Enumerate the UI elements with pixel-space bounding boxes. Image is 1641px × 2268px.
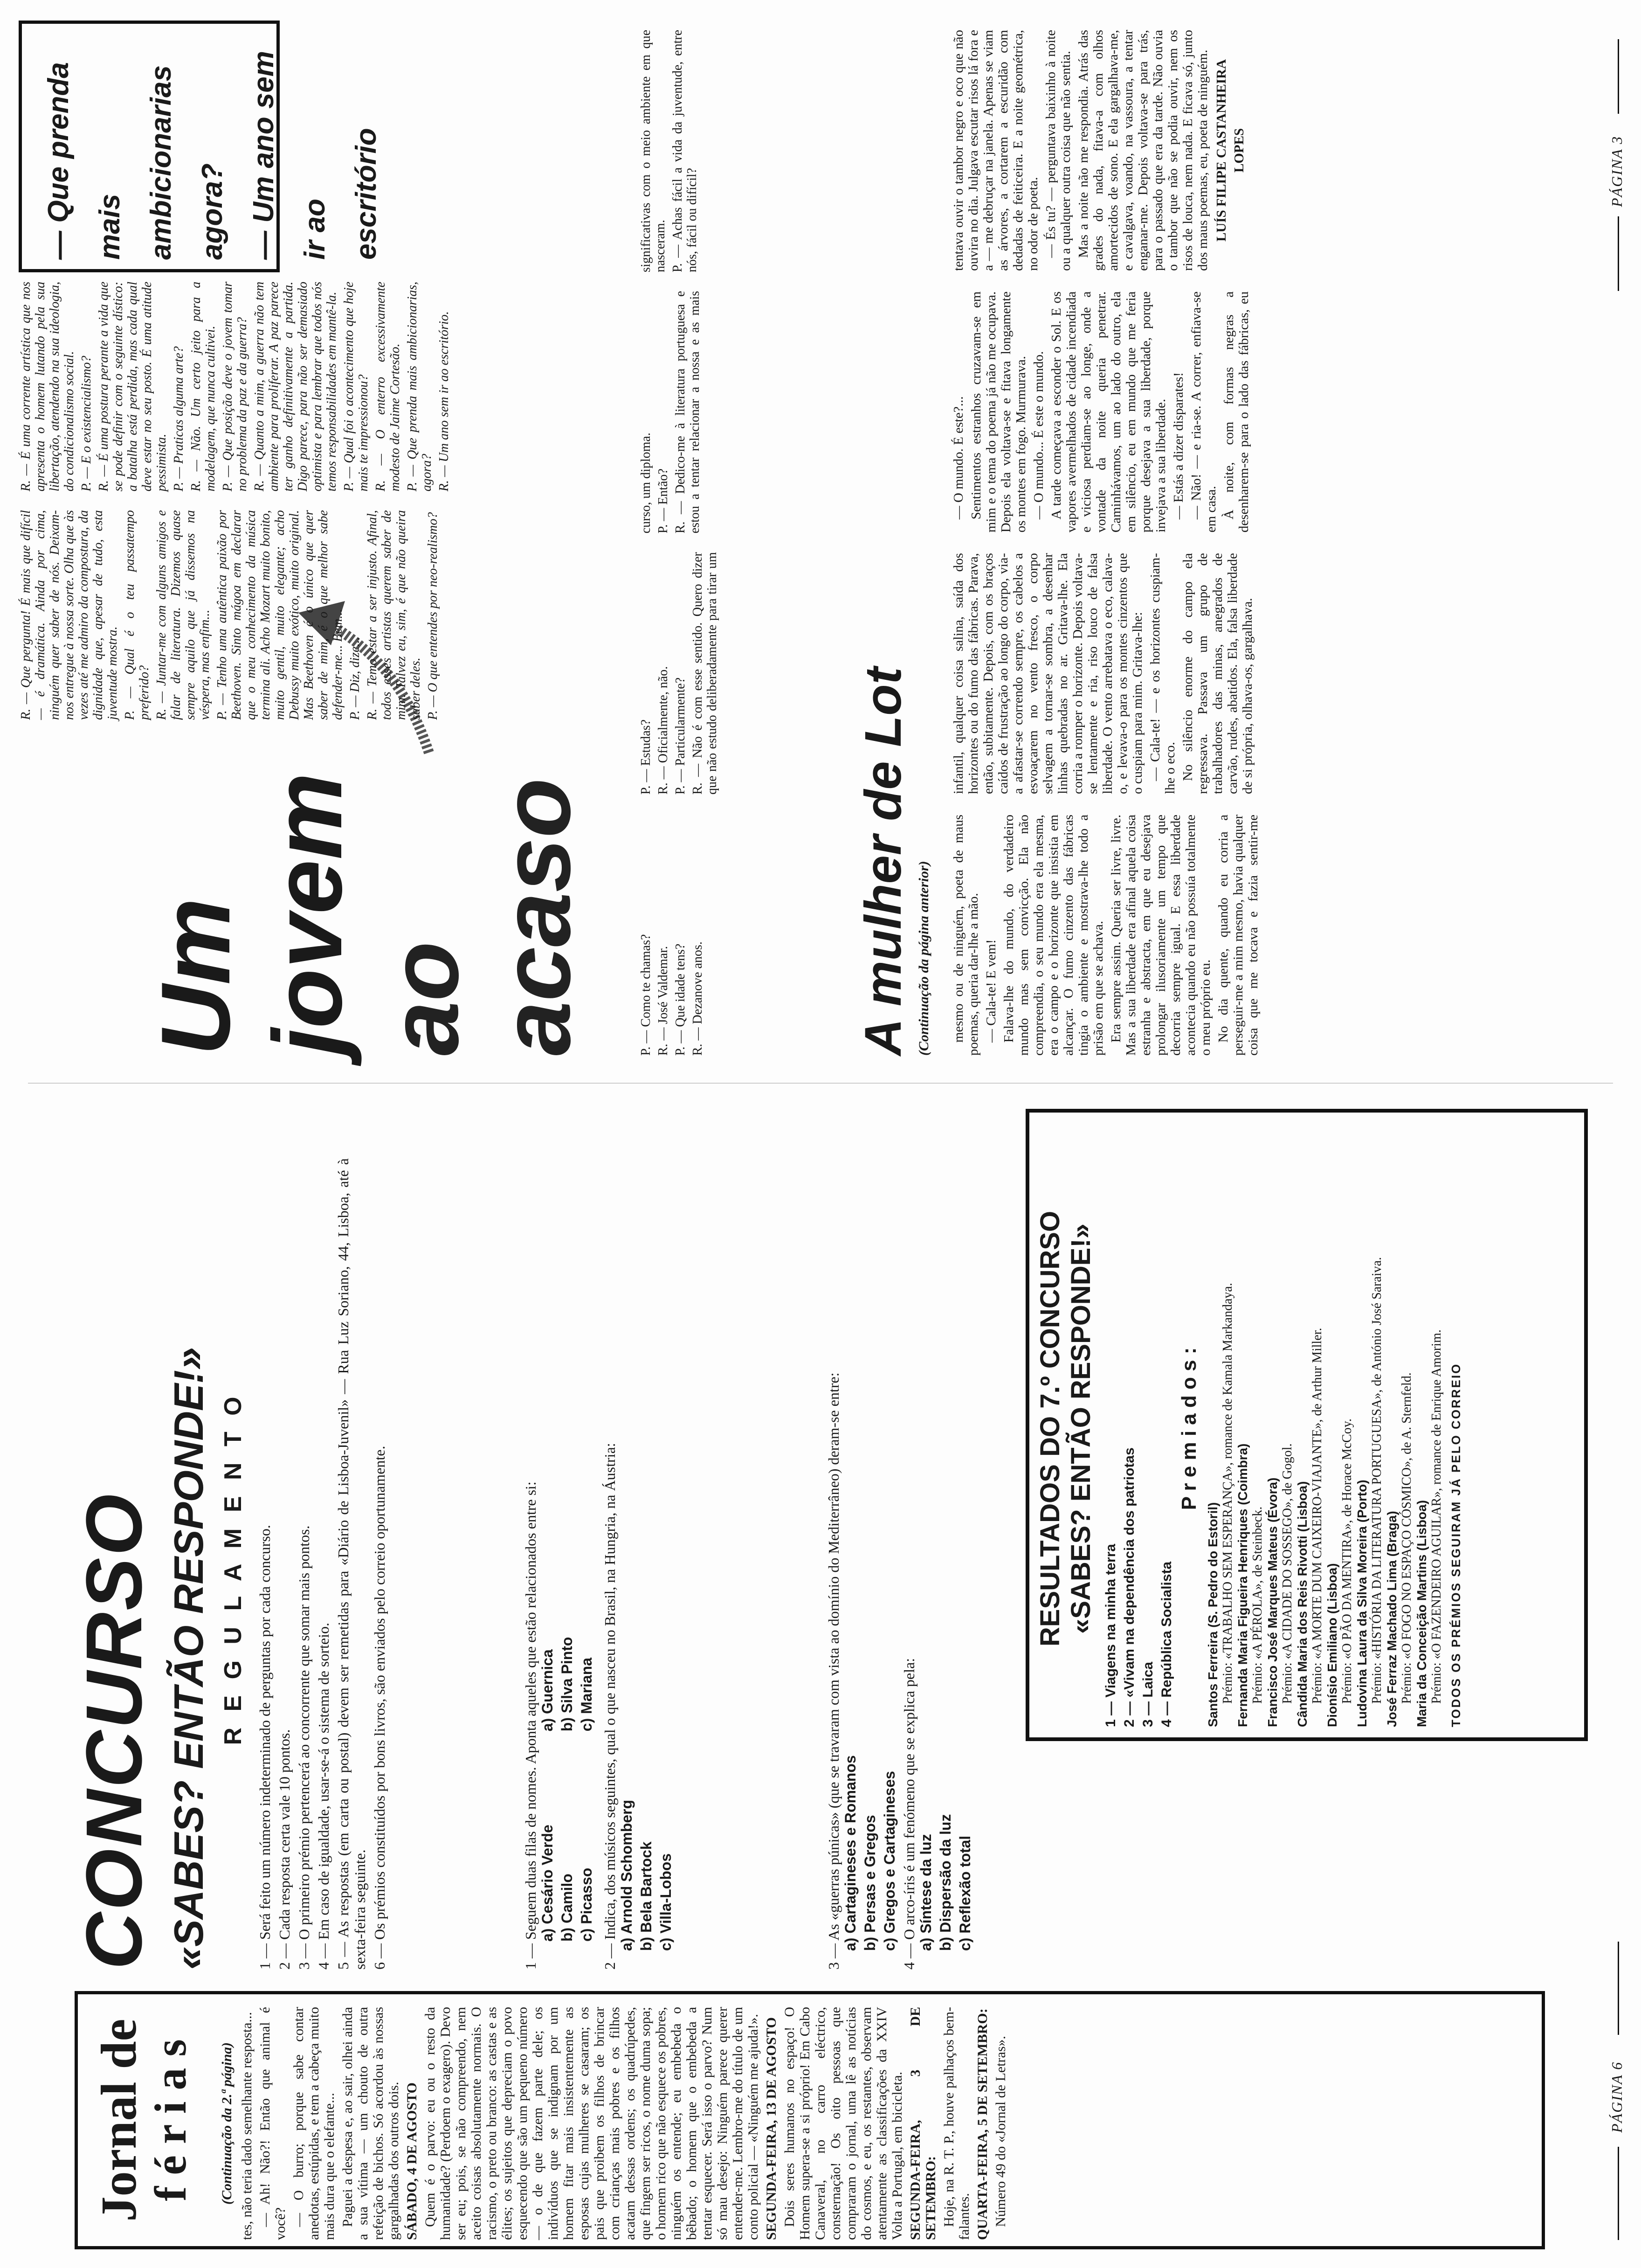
interview-line: P. — E o existencialismo? [79,355,94,491]
q2-option: c) Villa-Lobos [657,1853,674,1951]
resultados-title-2: «SABES? ENTÃO RESPONDE!» [1066,1224,1096,1634]
resultados-content [1035,1130,1571,1727]
resultado-answer: 3 — Laica [1140,1661,1156,1727]
boxed-quote [19,21,382,272]
q1-right-option: b) Silva Pinto [558,1637,575,1732]
lot-paragraph: — Cala-te! — e os horizontes cuspiam-lhe o eco. [1148,553,1178,794]
interview-line: P. — Tenho uma autêntica paixão por Beethoven. Sinto mágoa em declarar que o meu conhecimento da música termina ali. Acho Mozart muito bonito, muito gentil, muito elegante; acho Debussy muito exótico, muito original. Mas Beethoven é o único que quer saber de mim, é o que melhor sabe defender-me... Bem... [215,510,345,720]
interview-line: R. — É uma postura perante a vida que se pode definir com o seguinte dístico: a batalha está perdida, mas cada qual deve estar no seu posto. É uma atitude pessimista. [97,282,169,491]
jornal-segunda-setembro-text: Hoje, na R. T. P., houve palhaços bem-falantes. [941,2007,972,2240]
quote-line: ambicionarias agora? [145,65,228,260]
winner-entry [1355,1130,1385,1727]
jornal-paragraph: tes, não teria dado semelhante resposta... [239,2012,255,2240]
interview-line: R. — Dedico-me à literatura portuguesa e estou a tentar relacionar a nossa e as mais significativas com o meio ambiente em que nasceram. [639,30,702,533]
page-gutter [28,1083,1613,1084]
q2-option: b) Bela Bartock [638,1841,655,1951]
interview-line: R. — O enterro excessivamente modesto de Jaime Cortesão. [373,282,402,491]
page3-rule-left [1618,216,1619,291]
lot-paragraph: Mas a noite não me respondia. Atrás das grades do nada, fitava-a com olhos amortecidos de sono. E ela gargalhava-me, e cavalgava, voando, na vassoura, a tentar enganar-me. Depois voltava-se para trás, para o passado que era da tarde. Não ouvia o tambor que não se podia ouvir, nem os risos de louca, nem nada. E ficava só, junto dos maus poemas, eu, poeta de ninguém. [1076,30,1210,271]
interview-line: R. — Um ano sem ir ao escritório. [437,311,451,491]
question-2: 2 — Indica, dos músicos seguintes, qual o que nasceu no Brasil, na Hungria, na Áustria: [601,1443,618,1970]
interview-line: R. — Não. Um certo jeito para a modelagem, que nunca cultivei. [189,282,218,491]
winner-entry [1235,1130,1265,1727]
concurso-rule: 2 — Cada resposta certa vale 10 pontos. [276,1729,293,1970]
q3-option: b) Persas e Gregos [862,1815,878,1951]
interview-line: P. — Que prenda mais ambicionarias, agora? [405,282,434,491]
interview-line: P. — Estudas? [639,719,653,795]
page-number-3: PÁGINA 3 [1608,135,1625,207]
jornal-heading-sabado: SÁBADO, 4 DE AGOSTO [404,2082,420,2240]
jornal-paragraph: — Ah! Não?! Então que animal é você? [257,2007,288,2240]
lot-paragraph: — Estás a dizer disparates! [1171,372,1186,519]
page6-rule-left [1618,2147,1619,2240]
page-number-6: PÁGINA 6 [1608,2061,1625,2133]
jornal-heading-quarta: QUARTA-FEIRA, 5 DE SETEMBRO: [975,2008,990,2240]
concurso-rule: 5 — As respostas (em carta ou postal) devem ser remetidas para «Diário de Lisboa-Juvenil» — Rua Luz Soriano, 44, Lisboa, até à sexta-feira seguinte. [335,1158,368,1970]
q1-right-option: a) Guernica [539,1649,556,1732]
q4-option: b) Dispersão da luz [937,1814,954,1951]
q4-option: c) Reflexão total [957,1835,973,1951]
interview-line: P. — Qual foi o acontecimento que hoje mais te impressionou? [342,282,371,491]
jornal-subtitle: (Continuação da 2.ª página) [219,2042,234,2205]
interview-line: R. — Não é com esse sentido. Quero dizer que não estudo deliberadamente para tirar um curso, um diploma. [639,432,719,795]
jornal-sabado-text: Quem é o parvo: eu ou o resto da humanidade? (Perdoem o exagero). Devo ser eu; pois, se não compreendo, nem aceito coisas absolutamente normais. O racismo, o preto ou branco: as castas e as élites; os sujeitos que depreciam o povo esquecendo que são um pequeno número — o de que fazem parte dele; os indivíduos que se indignam por um homem fitar mais insistentemente as esposas cujas mulheres se casaram; os pais que proibem os filhos de brincar com crianças mais pobres e os filhos acatam dessas ordens; os quadrúpedes, que fingem ser ricos, o nome duma sopa; o homem rico que não esquece os pobres, ninguém os entende; eu embebeda o bêbado; o homem que o embebeda a tentar esquecer. Será isso o parvo? Num só mau desejo: Ninguém parece querer entender-me. Lembro-me do título de um conto policial — «Ninguém me ajuda!». [422,2007,761,2240]
lot-paragraph: — O mundo. É este?... [951,396,966,519]
jornal-title-line2: f é r i a s [145,2039,195,2201]
jornal-title-line1: Jornal de [91,2019,147,2222]
q1-left-option: b) Camilo [558,1874,575,1942]
concurso-rules [256,1158,536,1970]
resultado-answer: 1 — Viagens na minha terra [1103,1544,1118,1727]
page6-rule-right [1618,1942,1619,2035]
lot-paragraph: A tarde começava a esconder o Sol. E os vapores avermelhados de cidade incendiada e viciosa perdiam-se ao longe, onde a vontade da noite queria penetrar. Caminhávamos, um ao lado do outro, ela em silêncio, eu em mundo que me feria porque desejava a sua liberdade, porque invejava a sua liberdade. [1049,291,1168,532]
interview-line: R. — José Valdemar. [656,946,670,1056]
jornal-ferias-body [219,2007,1515,2240]
q2-option: a) Arnold Schomberg [618,1799,635,1951]
interview-line: P. — Praticas alguma arte? [172,346,186,491]
q1-left-option: c) Picasso [578,1867,595,1942]
question-3: 3 — As «guerras púnicas» (que se travaram com vista ao domínio do Mediterrâneo) deram-se entre: [825,1372,842,1970]
premiados-heading: P r e m i a d o s : [1178,1347,1200,1510]
jovem-interview-upper [19,282,625,720]
lot-paragraph: — És tu? — perguntava baixinho à noite ou a qualquer outra coisa que não sentia. [1043,30,1073,271]
question-1: 1 — Seguem duas filas de nomes. Aponta aqueles que estão relacionados entre si: [522,1481,539,1970]
winner-prize: Prémio: «O FAZENDEIRO AGUILAR», romance de Enrique Amorim. [1429,1329,1444,1704]
concurso-title: CONCURSO [70,1492,159,1970]
question-4: 4 — O arco-íris é um fenómeno que se explica pela: [901,1658,917,1970]
resultado-answer: 2 — «Vivam na dependência dos patriotas [1122,1447,1137,1727]
quote-line: escritório [350,128,382,260]
lot-paragraph: Era sempre assim. Queria ser livre, livre. Mas a sua liberdade era afinal aquela coisa estranha e abstracta, em que eu desejava prolongar ilusoriamente um tempo que decorria sempre igual. E essa liberdade acontecia quando eu não possuía totalmente o meu próprio eu. [1109,815,1213,1056]
winner-prize: Prémio: «A MORTE DUM CAIXEIRO-VIAJANTE», de Arthur Miller. [1310,1328,1324,1704]
concurso-rule: 6 — Os prémios constituídos por bons livros, são enviados pelo correio oportunamente. [371,1445,388,1970]
jornal-quarta-text: Número 49 do «Jornal de Letras». [993,2036,1008,2227]
winner-entry [1325,1130,1355,1727]
winner-name: Dionísio Emiliano (Lisboa) [1325,1563,1339,1727]
resultados-title-1: RESULTADOS DO 7.º CONCURSO [1035,1210,1065,1647]
winner-entry [1206,1130,1235,1727]
interview-line: R. — É uma corrente artística que nos apresenta o homem lutando pela sua libertação, atendendo na sua ideologia, do condicionalismo social. [19,282,76,491]
q4-option: a) Síntese da luz [917,1834,934,1951]
interview-line: R. — Quanto a mim, a guerra não tem ambiente para proliferar. A paz parece ter ganho definitivamente a partida. Digo parece, para não ser demasiado optimista e para lembrar que todos nós temos responsabilidades em mantê-la. [252,282,339,491]
interview-line: P. — O que entendes por neo-realismo? [426,512,440,720]
lot-paragraph: Falava-lhe do mundo, do verdadeiro mundo mas sem convicção. Ela não compreendia, o seu mundo era ela mesma, era o campo e o horizonte que insistia em alcançar. O fumo cinzento das fábricas tingia o ambiente e mostrava-lhe todo a prisão em que se achava. [1001,815,1106,1056]
lot-title: A mulher de Lot [855,667,912,1056]
lot-paragraph: Sentimentos estranhos cruzavam-se em mim e o tema do poema já não me ocupava. Depois ela voltava-se e fitava longamente os montes em fogo. Murmurava. [969,291,1028,532]
jovem-title-line2: ao acaso [369,778,591,1056]
lot-paragraph: No silêncio enorme do campo ela regressava. Passava um grupo de trabalhadores das minas, anegrados de carvão, rudes, abatidos. Ela, falsa liberdade de si própria, olhava-os, gargalhava. [1180,553,1255,794]
winner-prize: Prémio: «O FOGO NO ESPAÇO CÓSMICO», de A. Sternfeld. [1400,1372,1414,1704]
lot-subtitle: (Continuação da página anterior) [916,861,931,1056]
interview-line: R. — Juntar-me com alguns amigos e falar de literatura. Dizemos quase sempre aquilo que já dissemos na véspera, mas enfim... [154,510,212,720]
concurso-subtitle: «SABES? ENTÃO RESPONDE!» [165,1347,212,1970]
jovem-interview [639,30,844,1056]
q1-left-option: a) Cesário Verde [539,1825,556,1942]
quote-line: — Que prenda mais [42,62,126,260]
winner-name: José Ferraz Machado Lima (Braga) [1385,1511,1399,1727]
concurso-questions [522,1158,820,1970]
lot-paragraph: No dia quente, quando eu corria a perseguir-me a mim mesmo, havia qualquer coisa que me tocava e fazia sentir-me infantil, qualquer coisa salina, saída dos horizontes ou do fumo das fábricas. Parava, então, subitamente. Depois, com os braços caídos de frustração ao longo do corpo, via-a afastar-se correndo sempre, os cabelos a esvoaçarem no vento fresco, o corpo selvagem a tornar-se sombra, a desenhar linhas quebradas no ar. Gritava-lhe. Ela corria a romper o horizonte. Depois voltava-se lentamente e ria, riso louco de falsa liberdade. O vento arrebatava o eco, calava-o, e levava-o para os montes cinzentos que o cuspiam para mim. Gritava-lhe: [951,553,1261,1056]
interview-line: P. — Que idade tens? [673,943,688,1056]
winner-prize: Prémio: «HISTÓRIA DA LITERATURA PORTUGUESA», de António José Saraiva. [1370,1257,1384,1704]
winner-name: Santos Ferreira (S. Pedro do Estoril) [1206,1502,1220,1727]
lot-paragraph: À noite, com formas negras a desenharem-se para o lado das fábricas, eu tentava ouvir o tambor negro e oco que não ouvira no dia. Julgava escutar risos lá fora e a — me debruçar na janela. Apenas se viam as árvores, a cortarem a escuridão com dedadas de feiticeira. E a noite geométrica, no odor de poeta. [951,30,1251,532]
jovem-title [140,729,629,1056]
interview-line: R. — Que pergunta! É mais que difícil — é dramática. Ainda por cima, ninguém quer saber de nós. Deixam-nos entregue à nossa sorte. Olha que às vezes até me admiro da compostura, da dignidade que, apesar de tudo, esta juventude mostra. [19,510,120,720]
q3-option: a) Cartagineses e Romanos [842,1755,859,1951]
winner-name: Cândida Maria dos Reis Rivotti (Lisboa) [1295,1481,1310,1727]
lot-story [951,30,1594,1056]
interview-line: P. — Diz, dize... [348,636,362,720]
quote-line: — Um ano sem ir ao [248,51,331,260]
jornal-paragraph: Paguei a despesa e, ao sair, olhei ainda a sua vítima — um chouto de outra refeição de bichos. Só acordou às nossas gargalhadas dos outros dois. [340,2007,401,2240]
interview-line: P. — Que posição deve o jovem tomar no problema da paz e da guerra? [221,282,249,491]
interview-line: R. — Oficialmente, não. [656,666,670,795]
winner-prize: Prémio: «A PÉROLA», de Steinbeck. [1250,1506,1265,1704]
interview-line: P. — Particularmente? [673,677,688,795]
winner-name: Fernanda Maria Figueira Henriques (Coimbra) [1235,1443,1250,1727]
concurso-rule: 3 — O primeiro prémio pertencerá ao concorrente que somar mais pontos. [296,1525,312,1970]
concurso-questions-2 [825,1158,1021,1970]
winners-list [1206,1130,1444,1727]
interview-line: P. — Qual é o teu passatempo preferido? [123,510,152,720]
winner-name: Maria da Conceição Martins (Lisboa) [1414,1500,1429,1727]
winner-entry [1295,1130,1325,1727]
winner-name: Ludovina Laura da Silva Moreira (Porto) [1355,1480,1369,1727]
winner-prize: Prémio: «A CIDADE DO SOSSEGO», de Gogol. [1280,1443,1295,1704]
q1-right-option: c) Mariana [578,1657,595,1732]
winner-name: Francisco José Marques Mateus (Évora) [1265,1477,1280,1727]
winner-entry [1265,1130,1295,1727]
lot-paragraph: mesmo ou de ninguém, poeta de maus poemas, queria dar-lhe a mão. [951,815,981,1056]
interview-line: P. — Achas fácil a vida da juventude, entre nós, fácil ou difícil? [670,30,699,272]
winner-entry [1385,1130,1414,1727]
jornal-paragraph: — O burro; porque sabe contar anedotas, estúpidas, e tem a cabeça muito mais dura que o elefante... [291,2007,337,2240]
lot-author: LUÍS FILIPE CASTANHEIRA [1214,59,1229,242]
page3-rule-right [1618,39,1619,114]
winner-prize: Prémio: «O PÃO DA MENTIRA», de Horace McCoy. [1340,1418,1354,1704]
lot-author-2: LOPES [1232,128,1247,173]
winner-entry [1414,1130,1444,1727]
q3-option: c) Gregos e Cartagineses [881,1771,898,1951]
lot-paragraph: — Não! — e ria-se. A correr, enfiava-se em casa. [1189,291,1219,532]
lot-paragraph: — Cala-te! E vem! [984,939,999,1043]
interview-line: P. — Então? [656,468,670,533]
jornal-segunda-text: Dois seres humanos no espaço! O Homem supera-se a si próprio! Em Cabo Canaveral, no carro eléctrico, consternação! Os oito pessoas que compraram o jornal, uma lê as notícias do cosmos, e eu, os restantes, observam atentamente as classificações da XXIV Volta a Portugal, em bicicleta. [782,2007,905,2240]
interview-line: R. — Dezanove anos. [690,941,705,1056]
interview-line: R. — Temo estar a ser injusto. Afinal, todos esses artistas querem saber de mim. Talvez eu, sim, é que não queira saber deles. [365,510,423,720]
resultados-footer: TODOS OS PRÉMIOS SEGUIRAM JÁ PELO CORREIO [1449,1362,1463,1727]
concurso-regulamento: R E G U L A M E N T O [220,1392,247,1745]
jornal-heading-segunda-setembro: SEGUNDA-FEIRA, 3 DE SETEMBRO: [908,2007,938,2240]
jovem-title-line1: Um jovem [141,773,362,1056]
concurso-rule: 4 — Em caso de igualdade, usar-se-á o sistema de sorteio. [315,1622,332,1970]
lot-paragraph: — O mundo... É este o mundo. [1031,351,1046,519]
concurso-rule: 1 — Será feito um número indeterminado de perguntas por cada concurso. [256,1525,273,1970]
resultado-answer: 4 — República Socialista [1159,1561,1174,1727]
jornal-heading-segunda: SEGUNDA-FEIRA, 13 DE AGOSTO [764,2017,779,2240]
winner-prize: Prémio: «TRABALHO SEM ESPERANÇA», romance de Kamala Markandaya. [1220,1283,1235,1704]
interview-line: P. — Como te chamas? [639,934,653,1056]
